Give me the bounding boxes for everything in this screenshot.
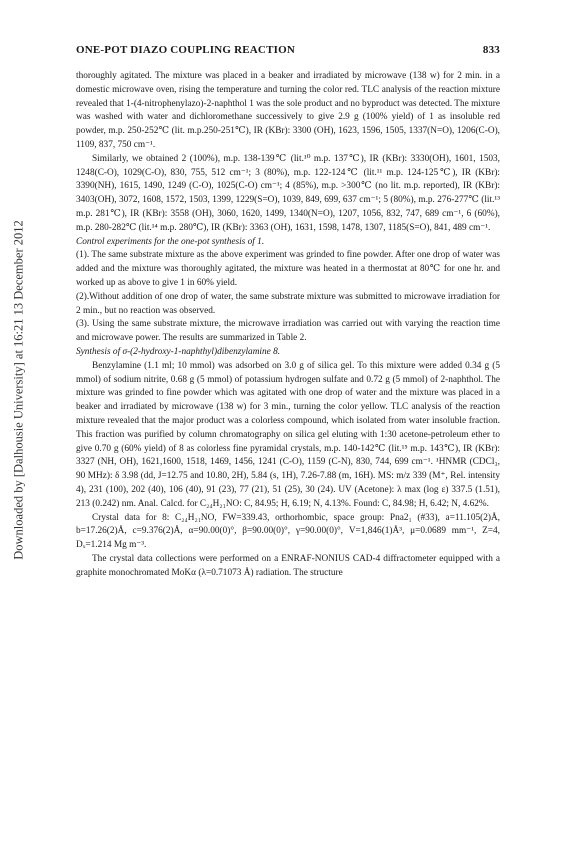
control-item-2: (2).Without addition of one drop of water, the same substrate mixture was submitted to microwave irradiation for 2 min., but no reaction was observed.: [76, 291, 500, 316]
synthesis-heading: Synthesis of σ-(2-hydroxy-1-naphthyl)dibenzylamine 8.: [76, 346, 281, 357]
download-note: Downloaded by [Dalhousie University] at 16:21 13 December 2012: [11, 220, 26, 560]
running-title: ONE-POT DIAZO COUPLING REACTION: [76, 44, 295, 56]
crystal-data-paragraph: Crystal data for 8: C₂₄H₂₁NO, FW=339.43, orthorhombic, space group: Pna2₁ (#33), a=11.105(2)Å, b=17.26(2)Å, c=9.376(2)Å, α=90.00(0)°, β=90.00(0)°, γ=90.00(0)°, V=1,846(1)Å³, μ=0.0689 mm⁻¹, Z=4, Dₓ=1.214 Mg m⁻³.: [76, 512, 500, 551]
paragraph-3: Benzylamine (1.1 ml; 10 mmol) was adsorbed on 3.0 g of silica gel. To this mixture were added 0.34 g (5 mmol) of sodium nitrite, 0.68 g (5 mmol) of potassium hydrogen sulfate and 0.72 g (5 mmol) of 2-naphthol. The mixture was grinded to fine powder which was agitated with one drop of water and the mixture was placed in a beaker and irradiated by microwave (138 w) for 3 min., turning the color yellow. TLC analysis of the reaction mixture revealed that the major product was a colorless compound, which isolated from water insoluble fraction. This fraction was purified by column chromatography on silica gel eluting with 1:30 acetone-petroleum ether to give 0.70 g (60% yield) of 8 as colorless fine pyramidal crystals, m.p. 140-142℃ (lit.¹⁵ m.p. 143℃), IR (KBr): 3327 (NH, OH), 1621,1600, 1518, 1469, 1456, 1241 (C-O), 1159 (C-N), 830, 744, 699 cm⁻¹. ¹HNMR (CDCl₃, 90 MHz): δ 3.98 (dd, J=12.75 and 10.80, 2H), 5.84 (s, 1H), 7.26-7.88 (m, 16H). MS: m/z 339 (M⁺, Rel. intensity 4), 231 (100), 202 (40), 106 (40), 91 (23), 77 (21), 51 (25), 30 (24). UV (Acetone): λ max (log ε) 337.5 (1.51), 213 (0.242) nm. Anal. Calcd. for C₂₄H₂₁NO: C, 84.95; H, 6.19; N, 4.13%. Found: C, 84.98; H, 6.42; N, 4.62%.: [76, 360, 500, 509]
running-header: [76, 44, 500, 56]
paragraph-1: thoroughly agitated. The mixture was placed in a beaker and irradiated by microwave (138 w) for 2 min. in a domestic microwave oven, rising the temperature and turning the color red. TLC analysis of the reaction mixture revealed that 1-(4-nitrophenylazo)-2-naphthol 1 was the sole product and no byproduct was detected. The mixture was washed with water and dichloromethane successively to give 2.9 g (100% yield) of 1 as insoluble red powder, m.p. 250-252℃ (lit. m.p.250-251℃), IR (KBr): 3300 (OH), 1623, 1596, 1505, 1337(N=O), 1206(C-O), 1109, 837, 750 cm⁻¹.: [76, 71, 500, 150]
paragraph-2: Similarly, we obtained 2 (100%), m.p. 138-139℃ (lit.¹⁰ m.p. 137℃), IR (KBr): 3330(OH), 1601, 1503, 1248(C-O), 1029(C-O), 830, 755, 512 cm⁻¹; 3 (80%), m.p. 122-124℃ (lit.¹¹ m.p. 124-125℃), IR (KBr): 3390(NH), 1615, 1490, 1249 (C-O), 1025(C-O) cm⁻¹; 4 (85%), m.p. >300℃ (no lit. m.p. reported), IR (KBr): 3403(OH), 3072, 1608, 1572, 1503, 1399, 1229(S=O), 1039, 849, 699, 637 cm⁻¹; 5 (80%), m.p. 276-277℃ (lit.¹³ m.p. 281℃), IR (KBr): 3558 (OH), 3060, 1620, 1499, 1340(N=O), 1207, 1056, 832, 747, 689 cm⁻¹, 6 (60%), m.p. 280-282℃ (lit.¹⁴ m.p. 280℃), IR (KBr): 3363 (OH), 1631, 1598, 1478, 1307, 1185(S=O), 841, 489 cm⁻¹.: [76, 153, 500, 233]
control-item-3: (3). Using the same substrate mixture, the microwave irradiation was carried out with varying the reaction time and microwave power. The results are summarized in Table 2.: [76, 319, 500, 344]
download-watermark: [10, 40, 28, 740]
paragraph-5: The crystal data collections were performed on a ENRAF-NONIUS CAD-4 diffractometer equipped with a graphite monochromated MoKα (λ=0.71073 Å) radiation. The structure: [76, 553, 500, 578]
page-number: 833: [482, 44, 500, 56]
control-item-1: (1). The same substrate mixture as the above experiment was grinded to fine powder. After one drop of water was added and the mixture was thoroughly agitated, the mixture was heated in a thermostat at 80℃ for one hr. and worked up as above to give 1 in 60% yield.: [76, 250, 500, 288]
page-content: [76, 44, 500, 580]
control-experiments-heading: Control experiments for the one-pot synthesis of 1.: [76, 236, 265, 247]
